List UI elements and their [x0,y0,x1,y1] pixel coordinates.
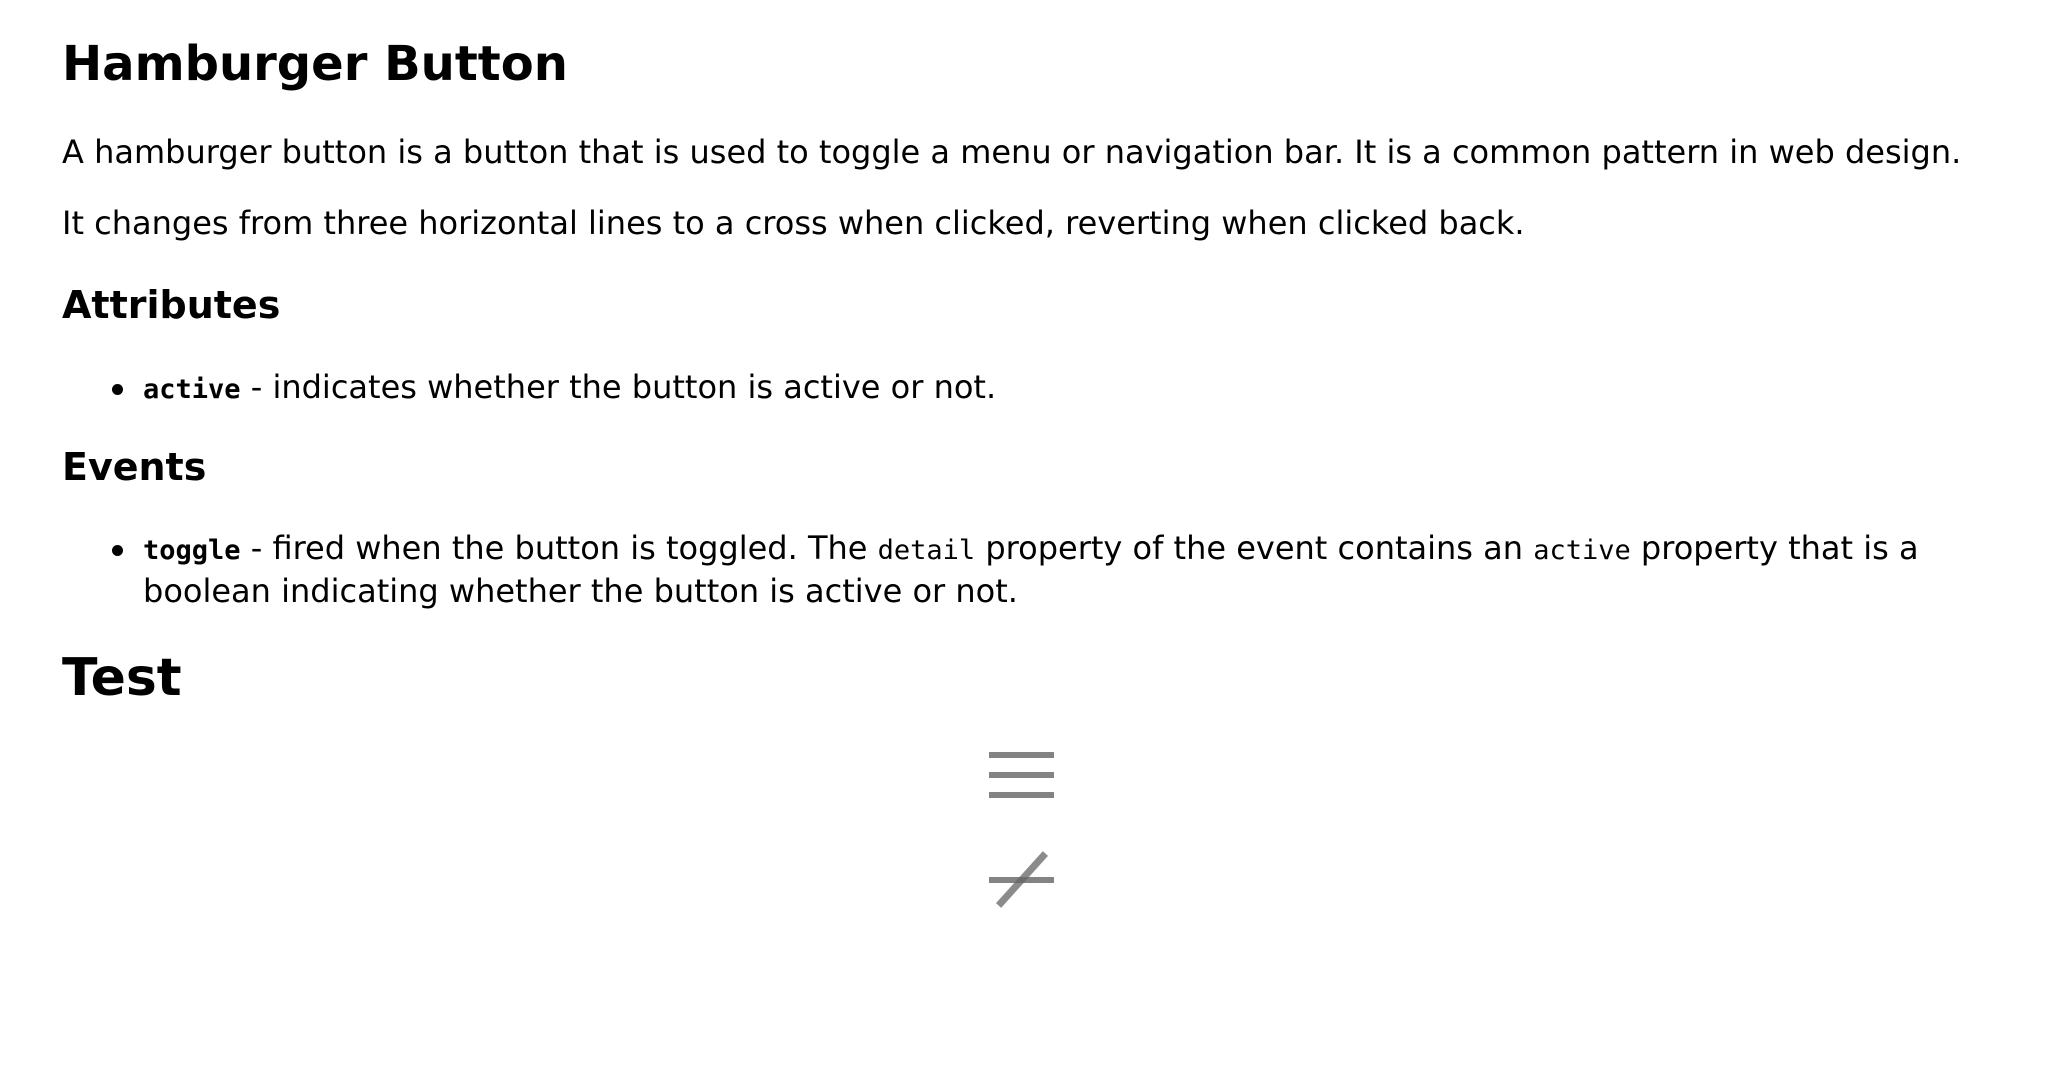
hamburger-button[interactable] [980,740,1064,806]
event-name: toggle [143,535,241,566]
page-title: Hamburger Button [62,36,568,92]
attribute-name: active [143,374,241,405]
event-item-toggle [112,528,1972,611]
events-list [112,528,1972,611]
hamburger-button-active[interactable] [980,845,1064,920]
intro-paragraph-2: It changes from three horizontal lines to a cross when clicked, reverting when clicked back. [62,204,1525,242]
code-detail: detail [877,535,976,566]
test-heading: Test [62,648,182,708]
event-text: property of the event contains an [975,529,1534,567]
code-active: active [1533,535,1631,566]
attribute-description: - indicates whether the button is active or not. [240,368,997,406]
attributes-list [112,367,2012,410]
events-heading: Events [62,445,207,489]
attribute-item-active [112,367,2012,410]
intro-paragraph-1: A hamburger button is a button that is used to toggle a menu or navigation bar. It is a common pattern in web design. [62,133,1962,171]
event-text: property that is a boolean indicating whether the button is active or not. [143,529,1919,610]
attributes-heading: Attributes [62,283,281,327]
event-text: - fired when the button is toggled. The [240,529,878,567]
